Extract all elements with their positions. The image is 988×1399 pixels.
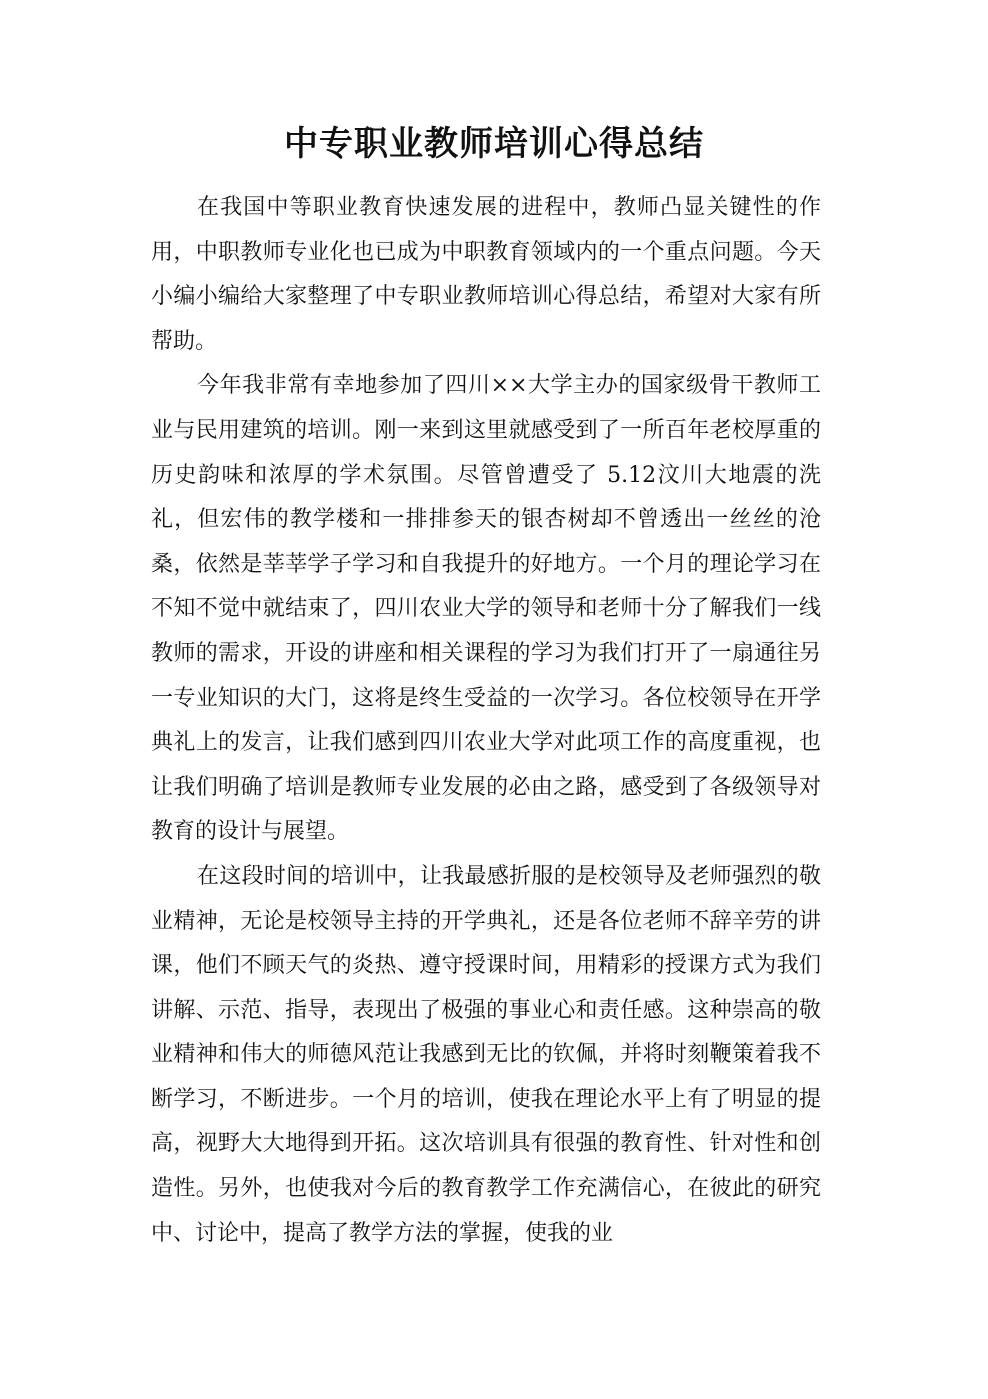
paragraph-dedication: 在这段时间的培训中，让我最感折服的是校领导及老师强烈的敬业精神，无论是校领导主持的开学典礼，还是各位老师不辞辛劳的讲课，他们不顾天气的炎热、遵守授课时间，用精彩的授课方式为我们讲解、示范、指导，表现出了极强的事业心和责任感。这种崇高的敬业精神和伟大的师德风范让我感到无比的钦佩，并将时刻鞭策着我不断学习，不断进步。一个月的培训，使我在理论水平上有了明显的提高，视野大大地得到开拓。这次培训具有很强的教育性、针对性和创造性。另外，也使我对今后的教育教学工作充满信心，在彼此的研究中、讨论中，提高了教学方法的掌握，使我的业	[151, 863, 821, 1246]
document-title: 中专职业教师培训心得总结	[284, 124, 704, 164]
paragraph-intro: 在我国中等职业教育快速发展的进程中，教师凸显关键性的作用，中职教师专业化也已成为中职教育领域内的一个重点问题。今天小编小编给大家整理了中专职业教师培训心得总结，希望对大家有所帮助。	[151, 195, 821, 354]
paragraph-training-experience: 今年我非常有幸地参加了四川××大学主办的国家级骨干教师工业与民用建筑的培训。刚一来到这里就感受到了一所百年老校厚重的历史韵味和浓厚的学术氛围。尽管曾遭受了 5.12汶川大地震的洗礼，但宏伟的教学楼和一排排参天的银杏树却不曾透出一丝丝的沧桑，依然是莘莘学子学习和自我提升的好地方。一个月的理论学习在不知不觉中就结束了，四川农业大学的领导和老师十分了解我们一线教师的需求，开设的讲座和相关课程的学习为我们打开了一扇通往另一专业知识的大门，这将是终生受益的一次学习。各位校领导在开学典礼上的发言，让我们感到四川农业大学对此项工作的高度重视，也让我们明确了培训是教师专业发展的必由之路，感受到了各级领导对教育的设计与展望。	[151, 373, 821, 845]
document-body	[151, 186, 821, 1256]
